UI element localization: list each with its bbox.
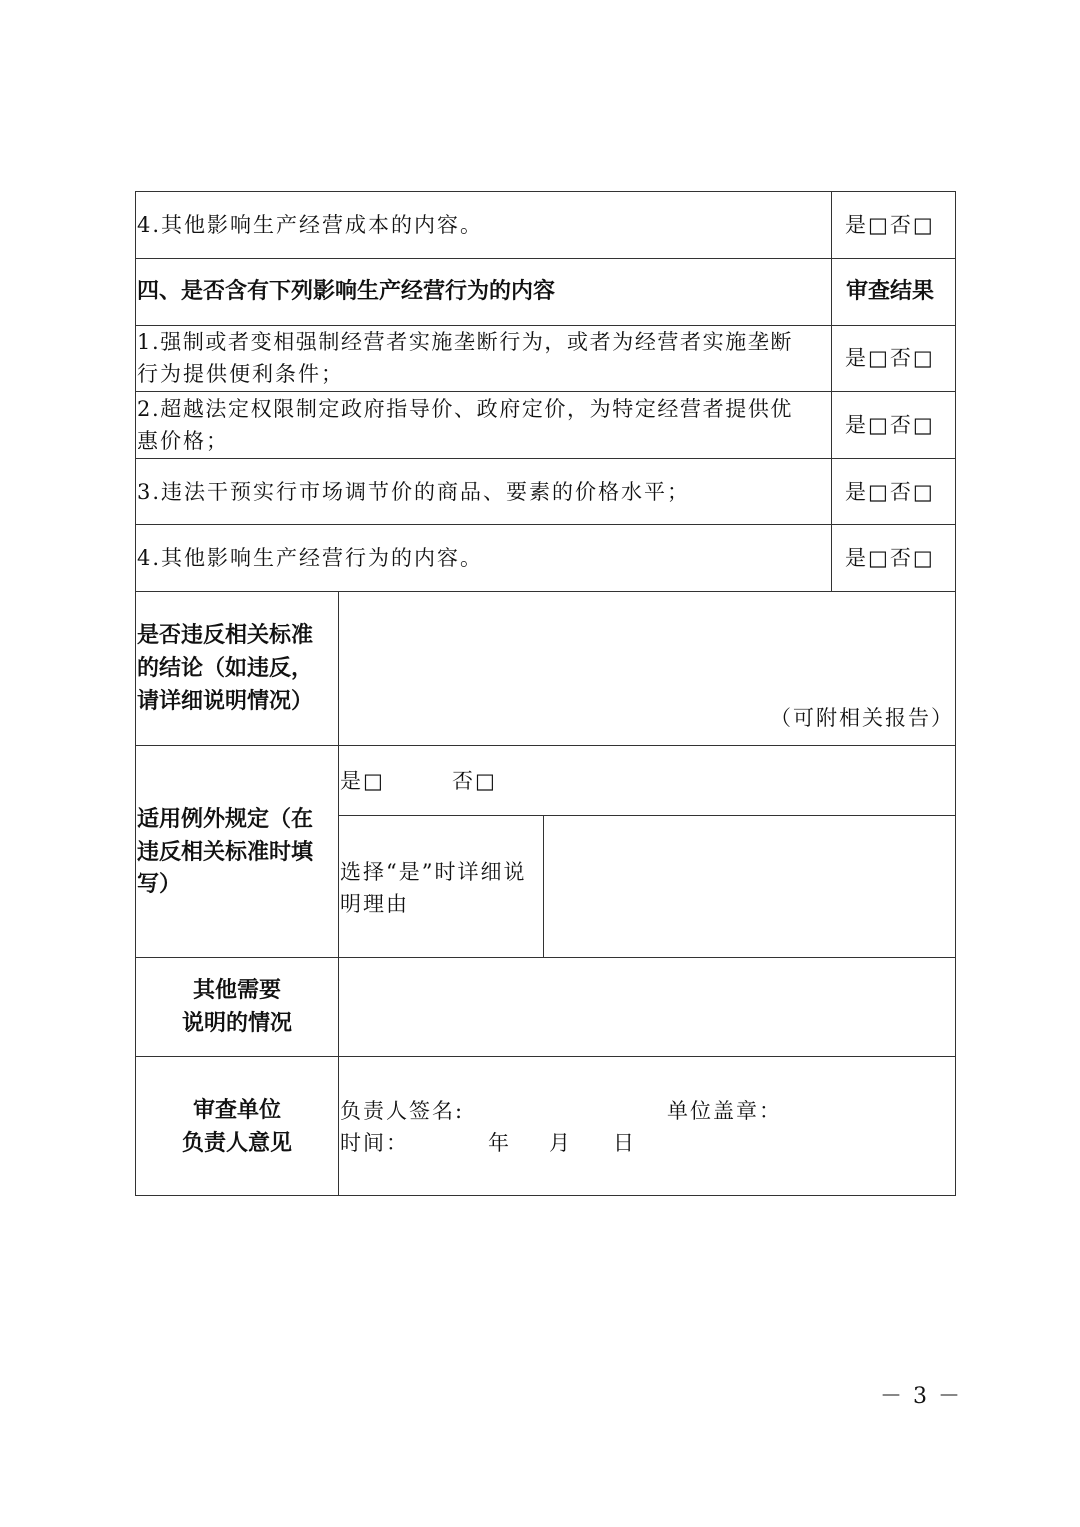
review-label: 负责人意见 (181, 1131, 292, 1156)
day-label: 日 (613, 1131, 636, 1155)
cost-item-4: 4.其他影响生产经营成本的内容。 (137, 213, 484, 237)
reason-label: 选择“是”时详细说 (340, 860, 527, 884)
behavior-item-1: 1.强制或者变相强制经营者实施垄断行为，或者为经营者实施垄断 (137, 330, 794, 354)
reason-label: 明理由 (340, 892, 409, 916)
year-label: 年 (488, 1131, 511, 1155)
signature-label: 负责人签名: (340, 1099, 465, 1123)
review-result-checkbox[interactable]: 是□否□ (845, 213, 935, 237)
exception-label: 写） (137, 872, 182, 897)
exception-label: 违反相关标准时填 (137, 840, 314, 865)
section-heading: 四、是否含有下列影响生产经营行为的内容 (137, 279, 556, 304)
page-number: － 3 － (880, 1384, 962, 1409)
behavior-item-1-cont: 行为提供便利条件； (137, 362, 344, 386)
conclusion-label: 的结论（如违反， (137, 656, 314, 681)
review-label: 审查单位 (192, 1098, 281, 1123)
behavior-item-2-cont: 惠价格； (137, 429, 229, 453)
month-label: 月 (549, 1131, 572, 1155)
seal-label: 单位盖章： (667, 1099, 782, 1123)
exception-label: 适用例外规定（在 (137, 807, 314, 832)
conclusion-label: 请详细说明情况） (137, 689, 314, 714)
conclusion-label: 是否违反相关标准 (137, 623, 314, 648)
exception-no-checkbox[interactable]: 否□ (452, 769, 497, 793)
conclusion-note: （可附相关报告） (770, 706, 954, 730)
behavior-item-3: 3.违法干预实行市场调节价的商品、要素的价格水平； (137, 480, 691, 504)
time-label: 时间： (340, 1131, 409, 1155)
review-result-checkbox[interactable]: 是□否□ (845, 546, 935, 570)
behavior-item-2: 2.超越法定权限制定政府指导价、政府定价，为特定经营者提供优 (137, 397, 794, 421)
review-result-checkbox[interactable]: 是□否□ (845, 413, 935, 437)
other-label: 其他需要 (192, 978, 281, 1003)
behavior-item-4: 4.其他影响生产经营行为的内容。 (137, 546, 484, 570)
exception-yes-checkbox[interactable]: 是□ (340, 769, 385, 793)
review-result-checkbox[interactable]: 是□否□ (845, 346, 935, 370)
other-label: 说明的情况 (181, 1011, 292, 1036)
result-header: 审查结果 (846, 279, 935, 304)
review-result-checkbox[interactable]: 是□否□ (845, 480, 935, 504)
